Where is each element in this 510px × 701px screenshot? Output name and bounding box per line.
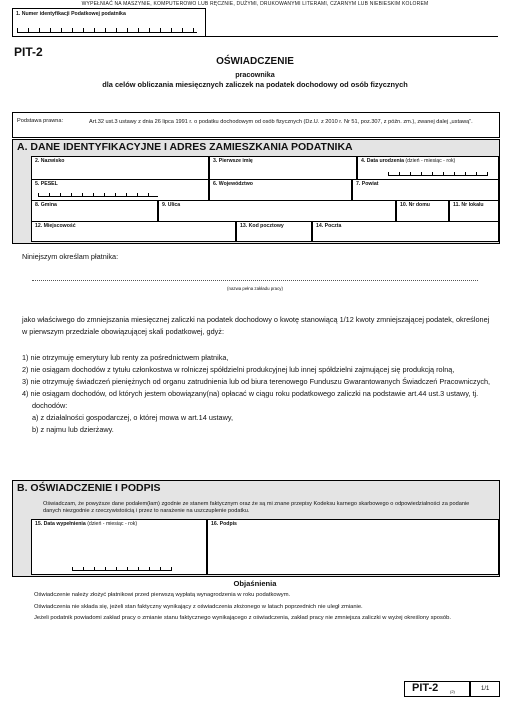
municipality-label: 8. Gmina [35,202,57,208]
postal-code-label: 13. Kod pocztowy [240,223,284,229]
first-name-field[interactable] [209,156,357,180]
fill-instruction: WYPEŁNIAĆ NA MASZYNIE, KOMPUTEROWO LUB RĘCZNIE, DUŻYMI, DRUKOWANYMI LITERAMI, CZARNYM LUB NIEBIESKIM KOLOREM [81,1,429,7]
first-name-label: 3. Pierwsze imię [213,158,253,164]
street-field[interactable] [158,200,396,222]
payer-intro: Niniejszym określam płatnika: [22,252,119,261]
date-ticks [388,172,488,176]
payer-caption: (nazwa pełna zakładu pracy) [227,286,283,291]
legal-basis-text: Art.32 ust.3 ustawy z dnia 26 lipca 1991 r. o podatku dochodowym od osób fizycznych (Dz.U. z 2010 r. Nr 51, poz.307, z późn. zm.), zwanej dalej „ustawą”. [89,119,473,125]
section-b-statement: Oświadczam, że powyższe dane podałem(łam) zgodnie ze stanem faktycznym oraz że są mi znane przepisy Kodeksu karnego skarbowego o odpowiedzialności za podanie danych niezgodnie z rzeczywistością i przez to narażenie na uszczuplenie podatku. [43,501,470,514]
birth-date-field[interactable] [357,156,499,180]
date-ticks [72,567,172,571]
footer-version: (2) [450,689,455,694]
divider [12,36,498,37]
condition-item: 3) nie otrzymuję świadczeń pieniężnych od organu zatrudnienia lub od biura terenowego Funduszu Gwarantowanych Świadczeń Pracowniczych, [22,377,491,386]
birth-date-hint: (dzień - miesiąc - rok) [405,158,456,164]
surname-label: 2. Nazwisko [35,158,65,164]
explanation-item: Oświadczenie należy złożyć płatnikowi przed pierwszą wypłatą wynagrodzenia w roku podatkowym. [34,592,291,598]
completion-date-label: 15. Data wypełnienia [35,521,86,527]
apartment-number-field[interactable] [449,200,499,222]
form-code: PIT-2 [14,45,43,59]
section-a-heading: A. DANE IDENTYFIKACYJNE I ADRES ZAMIESZKANIA PODATNIKA [17,141,353,153]
explanation-item: Oświadczenia nie składa się, jeżeli stan faktyczny wynikający z oświadczenia złożonego w latach poprzednich nie uległ zmianie. [34,604,363,610]
payer-name-line[interactable] [32,274,478,281]
post-office-field[interactable] [312,221,499,242]
condition-item: 4) nie osiągam dochodów, od których jestem obowiązany(na) opłacać w ciągu roku podatkowego zaliczki na podstawie art.44 ust.3 ustawy, tj. dochodów: [22,389,479,410]
apartment-number-label: 11. Nr lokalu [453,202,484,208]
county-field[interactable] [352,179,499,201]
sub-condition-item: a) z działalności gospodarczej, o której mowa w art.14 ustawy, [32,413,234,422]
condition-item: 1) nie otrzymuję emerytury lub renty za pośrednictwem płatnika, [22,353,229,362]
form-title: OŚWIADCZENIE [216,56,294,67]
completion-date-hint: (dzień - miesiąc - rok) [87,521,138,527]
pesel-label: 5. PESEL [35,181,58,187]
conditions-list [22,352,492,436]
section-a [12,139,500,244]
voivodeship-label: 6. Województwo [213,181,253,187]
signature-label: 16. Podpis [211,521,237,527]
declaration-text: jako właściwego do zmniejszania miesięcznej zaliczki na podatek dochodowy o kwotę stanowiącą 1/12 kwoty zmniejszającej podatek, określonej w pierwszym przedziale obowiązującej skali podatkowej, gdyż: [22,315,490,336]
street-label: 9. Ulica [162,202,181,208]
page-number-text: 1/1 [481,686,490,692]
pesel-ticks [38,193,158,197]
pesel-field[interactable] [31,179,209,201]
footer-code-text: PIT-2 [412,682,439,694]
nip-label: 1. Numer identyfikacji Podatkowej podatnika [16,11,126,17]
section-b-heading: B. OŚWIADCZENIE I PODPIS [17,482,161,494]
completion-date-field[interactable] [31,519,207,575]
signature-field[interactable] [207,519,499,575]
legal-basis [12,112,500,138]
birth-date-label: 4. Data urodzenia [361,158,404,164]
post-office-label: 14. Poczta [316,223,342,229]
sub-condition-item: b) z najmu lub dzierżawy. [32,425,114,434]
surname-field[interactable] [31,156,209,180]
house-number-field[interactable] [396,200,449,222]
footer-form-code [404,681,470,697]
explanation-item: Jeżeli podatnik powiadomi zakład pracy o zmianie stanu faktycznego wynikającego z oświadczenia, zakład pracy nie zmniejsza zaliczki w wyżej określony sposób. [34,615,451,621]
form-subtitle-purpose: dla celów obliczania miesięcznych zaliczek na podatek dochodowy od osób fizycznych [102,80,408,89]
postal-code-field[interactable] [236,221,312,242]
page-number [470,681,500,697]
house-number-label: 10. Nr domu [400,202,430,208]
nip-field[interactable] [12,8,206,37]
condition-item: 2) nie osiągam dochodów z tytułu członkostwa w rolniczej spółdzielni produkcyjnej lub innej spółdzielni zajmującej się produkcją rolną, [22,365,455,374]
nip-digit-ticks [17,28,197,33]
city-field[interactable] [31,221,236,242]
explanations-heading: Objaśnienia [233,579,277,588]
section-b [12,480,500,577]
county-label: 7. Powiat [356,181,379,187]
municipality-field[interactable] [31,200,158,222]
form-subtitle: pracownika [235,70,275,79]
city-label: 12. Miejscowość [35,223,76,229]
legal-basis-label: Podstawa prawna: [17,118,64,124]
voivodeship-field[interactable] [209,179,352,201]
